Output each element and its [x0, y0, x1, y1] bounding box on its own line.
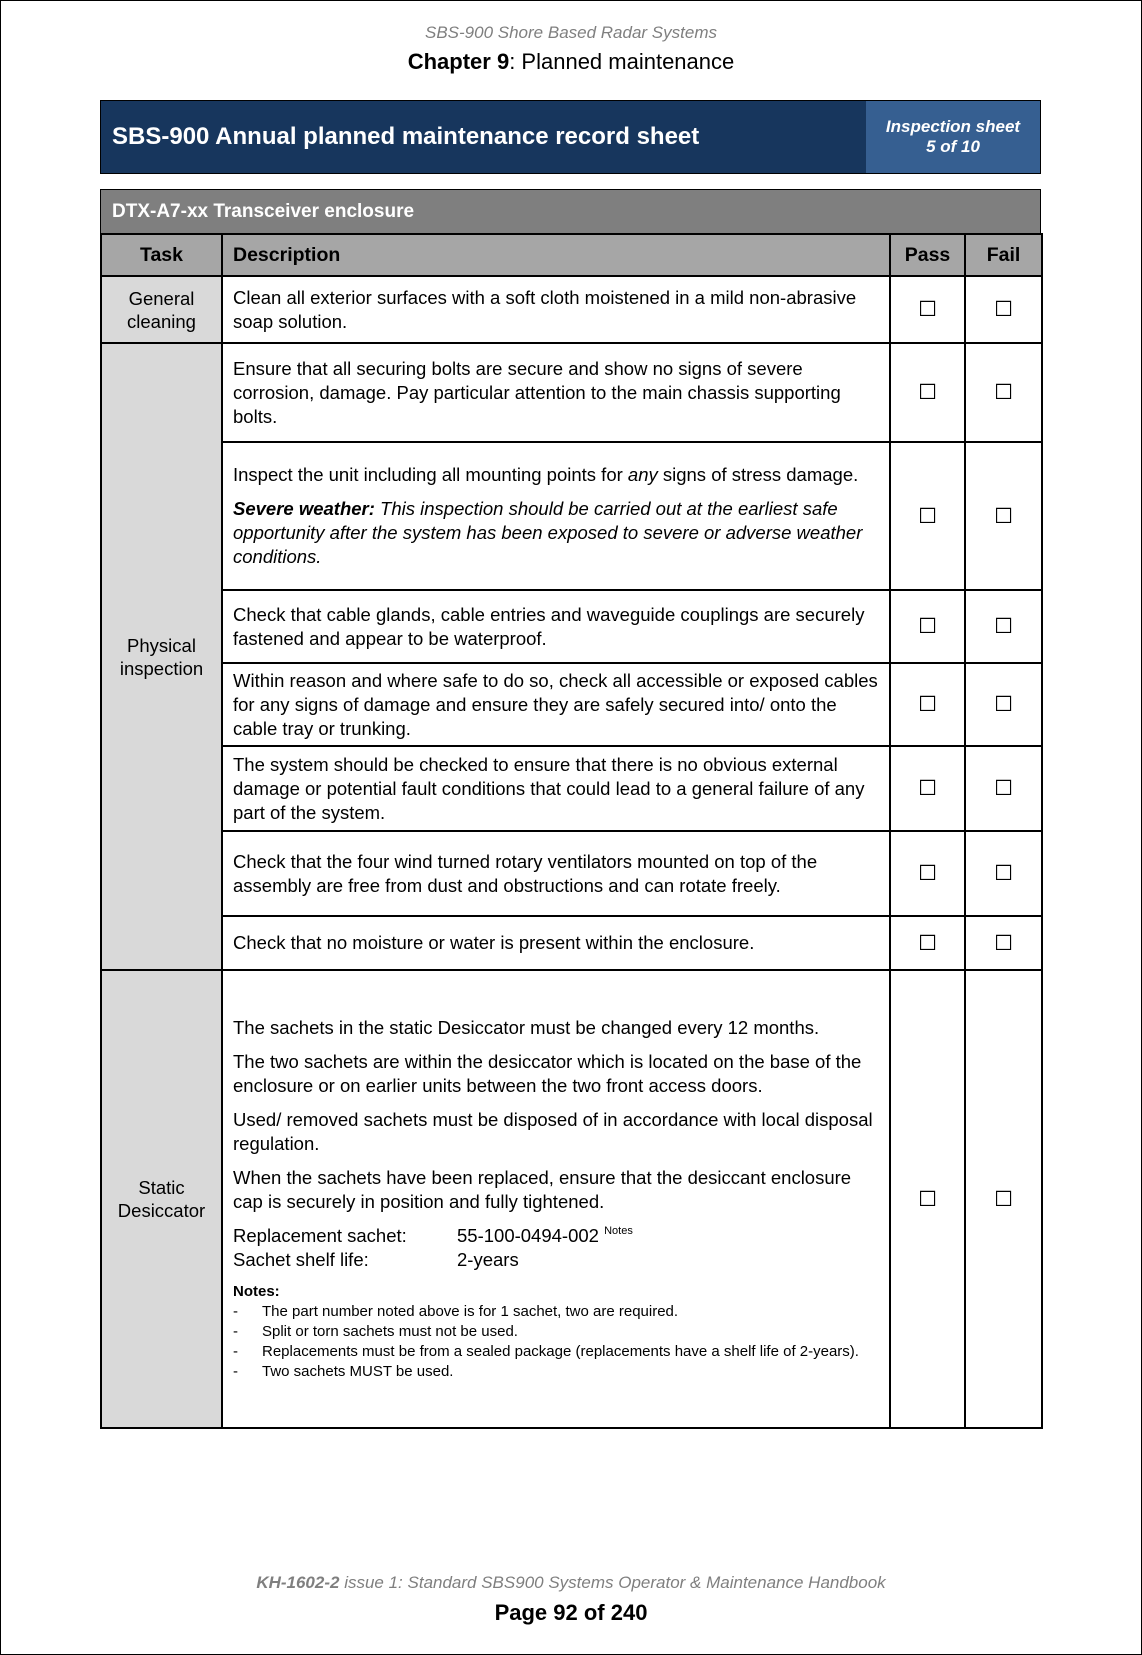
replacement-sachet-part-number: 55-100-0494-002: [457, 1225, 599, 1246]
task-physical-inspection: Physical inspection: [101, 343, 222, 970]
notes-list: [233, 1302, 879, 1382]
fail-checkbox[interactable]: ☐: [965, 276, 1042, 343]
chapter-title: : Planned maintenance: [509, 49, 735, 74]
inspection-sheet-label: [866, 101, 1040, 173]
table-row: [101, 746, 1042, 831]
notes-reference: Notes: [604, 1225, 633, 1237]
shelf-life-value: 2-years: [457, 1249, 519, 1270]
table-row: [101, 916, 1042, 970]
description-cell: Check that cable glands, cable entries and waveguide couplings are securely fastened and appear to be waterproof.: [222, 590, 890, 663]
table-row: [101, 442, 1042, 590]
list-item: - Replacements must be from a sealed package (replacements have a shelf life of 2-years).: [233, 1342, 879, 1362]
column-header-description: Description: [222, 234, 890, 276]
fail-checkbox[interactable]: ☐: [965, 663, 1042, 746]
description-cell: The sachets in the static Desiccator must be changed every 12 months. The two sachets are within the desiccator which is located on the base of the enclosure or on earlier units between the two front access doors. Used/ removed sachets must be disposed of in accordance with local disposal regulation. When the sachets have been replaced, ensure that the desiccant enclosure cap is securely in position and fully tightened. Replacement sachet: 55-100-0494-002 $^{Notes}$ Sachet shelf life: 2-years Notes: - The part number noted above is for 1 sachet, two are required. - Split or torn sachets must not be used. - Replacements must be from a sealed package (replacements have a shelf life of 2-years). - Two sachets MUST be used.: [222, 970, 890, 1428]
table-row: [101, 343, 1042, 442]
table-header-row: [101, 234, 1042, 276]
pass-checkbox[interactable]: ☐: [890, 590, 965, 663]
description-cell: Clean all exterior surfaces with a soft cloth moistened in a mild non-abrasive soap solution.: [222, 276, 890, 343]
fail-checkbox[interactable]: ☐: [965, 916, 1042, 970]
record-sheet-banner: [100, 100, 1041, 174]
sachet-details: [233, 1224, 879, 1272]
fail-checkbox[interactable]: ☐: [965, 970, 1042, 1428]
page-number: Page 92 of 240: [494, 1600, 648, 1625]
pass-checkbox[interactable]: ☐: [890, 343, 965, 442]
fail-checkbox[interactable]: ☐: [965, 746, 1042, 831]
task-static-desiccator: Static Desiccator: [101, 970, 222, 1428]
list-item: - Two sachets MUST be used.: [233, 1362, 879, 1382]
fail-checkbox[interactable]: ☐: [965, 343, 1042, 442]
footer-document-reference: [0, 1573, 1142, 1593]
fail-checkbox[interactable]: ☐: [965, 442, 1042, 590]
table-row: [101, 663, 1042, 746]
pass-checkbox[interactable]: ☐: [890, 746, 965, 831]
fail-checkbox[interactable]: ☐: [965, 831, 1042, 916]
banner-title: SBS-900 Annual planned maintenance record sheet: [101, 101, 866, 173]
table-row: [101, 590, 1042, 663]
pass-checkbox[interactable]: ☐: [890, 916, 965, 970]
document-title: issue 1: Standard SBS900 Systems Operator & Maintenance Handbook: [339, 1573, 886, 1592]
task-general-cleaning: General cleaning: [101, 276, 222, 343]
column-header-fail: Fail: [965, 234, 1042, 276]
section-title: DTX-A7-xx Transceiver enclosure: [100, 189, 1041, 233]
maintenance-table: [100, 233, 1043, 1429]
inspection-sheet-caption: Inspection sheet: [885, 117, 1021, 136]
table-row: [101, 970, 1042, 1428]
description-cell: Check that the four wind turned rotary ventilators mounted on top of the assembly are free from dust and obstructions and can rotate freely.: [222, 831, 890, 916]
description-cell: Check that no moisture or water is present within the enclosure.: [222, 916, 890, 970]
document-number: KH-1602-2: [256, 1573, 340, 1592]
pass-checkbox[interactable]: ☐: [890, 970, 965, 1428]
chapter-number: Chapter 9: [407, 49, 510, 74]
running-header-subtitle: SBS-900 Shore Based Radar Systems: [425, 23, 717, 42]
description-cell: Ensure that all securing bolts are secure and show no signs of severe corrosion, damage. Pay particular attention to the main chassis supporting bolts.: [222, 343, 890, 442]
column-header-pass: Pass: [890, 234, 965, 276]
running-header-chapter: [0, 49, 1142, 75]
description-cell: Within reason and where safe to do so, check all accessible or exposed cables for any signs of damage and ensure they are safely secured into/ onto the cable tray or trunking.: [222, 663, 890, 746]
notes-heading: Notes:: [233, 1283, 280, 1300]
pass-checkbox[interactable]: ☐: [890, 276, 965, 343]
column-header-task: Task: [101, 234, 222, 276]
fail-checkbox[interactable]: ☐: [965, 590, 1042, 663]
pass-checkbox[interactable]: ☐: [890, 442, 965, 590]
pass-checkbox[interactable]: ☐: [890, 831, 965, 916]
replacement-sachet-label: Replacement sachet:: [233, 1225, 407, 1246]
description-cell: The system should be checked to ensure that there is no obvious external damage or potential fault conditions that could lead to a general failure of any part of the system.: [222, 746, 890, 831]
shelf-life-label: Sachet shelf life:: [233, 1249, 369, 1270]
table-row: [101, 831, 1042, 916]
table-row: [101, 276, 1042, 343]
severe-weather-label: Severe weather:: [233, 498, 375, 519]
description-cell: Inspect the unit including all mounting points for any signs of stress damage. Severe weather: This inspection should be carried out at the earliest safe opportunity after the system has been exposed to severe or adverse weather conditions.: [222, 442, 890, 590]
list-item: - Split or torn sachets must not be used.: [233, 1322, 879, 1342]
list-item: - The part number noted above is for 1 sachet, two are required.: [233, 1302, 879, 1322]
inspection-sheet-number: 5 of 10: [926, 137, 980, 156]
pass-checkbox[interactable]: ☐: [890, 663, 965, 746]
